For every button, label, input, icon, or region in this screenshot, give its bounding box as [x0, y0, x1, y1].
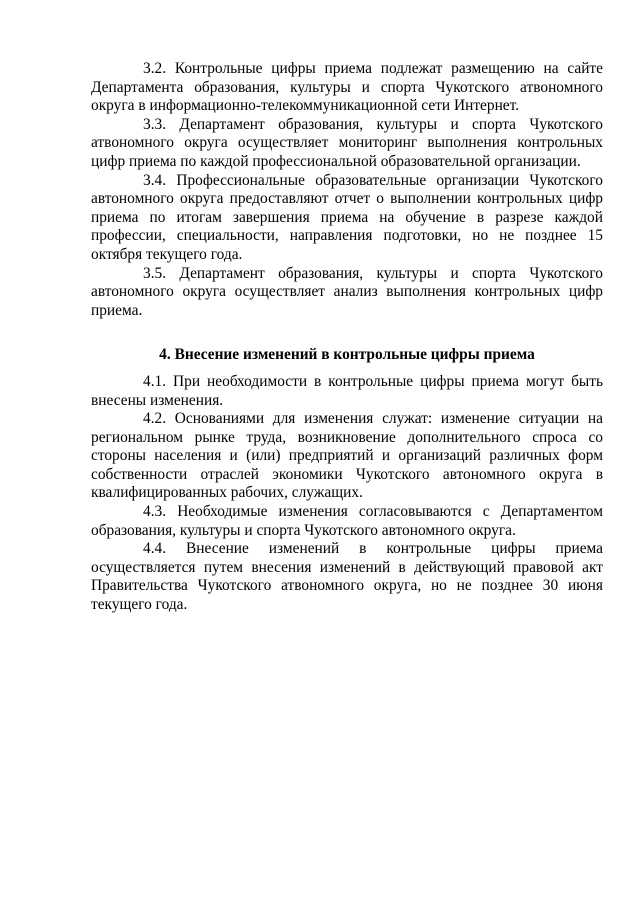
paragraph-4-3: 4.3. Необходимые изменения согласовываются с Департаментом образования, культуры и спорта Чукотского автономного округа. — [91, 503, 603, 539]
paragraph-4-2: 4.2. Основаниями для изменения служат: изменение ситуации на региональном рынке труда, возникновение дополнительного спроса со стороны населения и (или) предприятий и организаций различных форм собственности отраслей экономики Чукотского автономного округа в квалифицированных рабочих, служащих. — [91, 410, 603, 502]
paragraph-3-3: 3.3. Департамент образования, культуры и спорта Чукотского атвономного округа осуществляет мониторинг выполнения контрольных цифр приема по каждой профессиональной образовательной организации. — [91, 115, 603, 170]
section-4-heading: 4. Внесение изменений в контрольные цифры приема — [159, 346, 535, 364]
paragraph-4-4: 4.4. Внесение изменений в контрольные цифры приема осуществляется путем внесения изменений в действующий правовой акт Правительства Чукотского атвономного округа, но не позднее 30 июня текущего года. — [91, 540, 603, 614]
paragraph-4-1: 4.1. При необходимости в контрольные цифры приема могут быть внесены изменения. — [91, 372, 603, 409]
paragraph-3-4: 3.4. Профессиональные образовательные организации Чукотского автономного округа предоставляют отчет о выполнении контрольных цифр приема по итогам завершения приема на обучение в разрезе каждой профессии, специальности, направления подготовки, но не позднее 15 октября текущего года. — [91, 171, 603, 263]
paragraph-3-2: 3.2. Контрольные цифры приема подлежат размещению на сайте Департамента образования, культуры и спорта Чукотского атвономного округа в информационно-телекоммуникационной сети Интернет. — [91, 60, 603, 115]
paragraph-3-5: 3.5. Департамент образования, культуры и спорта Чукотского автономного округа осуществляет анализ выполнения контрольных цифр приема. — [91, 264, 603, 319]
document-page — [91, 60, 603, 615]
